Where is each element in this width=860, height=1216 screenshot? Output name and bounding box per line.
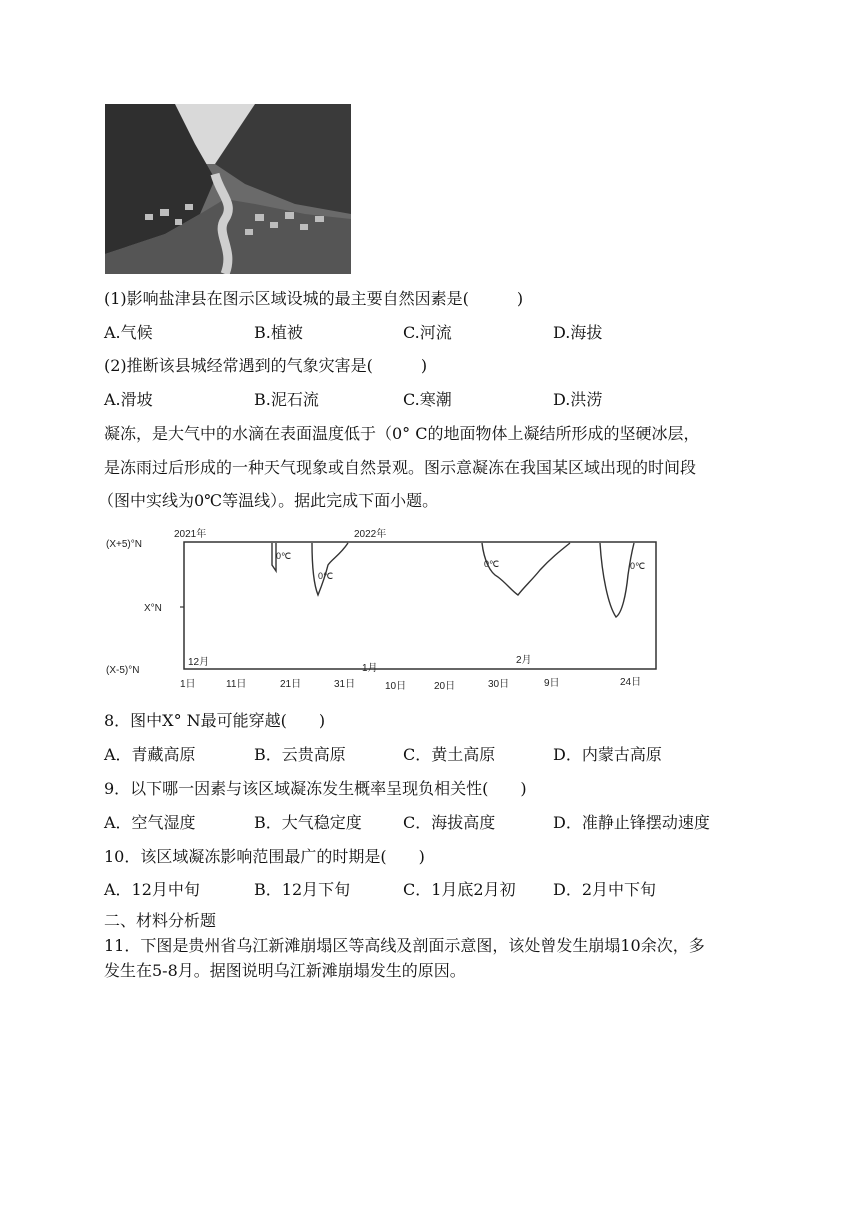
option-c[interactable]: C．1月底2月初 — [403, 880, 516, 899]
isotherm-label: 0℃ — [630, 561, 646, 571]
x-tick: 11日 — [226, 679, 247, 690]
x-tick: 30日 — [488, 679, 510, 690]
month-label-dec: 12月 — [188, 657, 210, 668]
option-b[interactable]: B．12月下旬 — [254, 880, 351, 899]
isotherm-curve — [312, 543, 348, 595]
x-tick: 9日 — [544, 678, 560, 689]
option-c[interactable]: C．海拔高度 — [403, 813, 496, 832]
passage-line-2: 是冻雨过后形成的一种天气现象或自然景观。图示意凝冻在我国某区域出现的时间段 — [104, 458, 697, 477]
x-tick: 20日 — [434, 681, 456, 692]
x-tick: 10日 — [385, 681, 407, 692]
y-label-mid: X°N — [144, 603, 162, 614]
y-label-top: (X+5)°N — [106, 539, 142, 550]
x-tick: 1日 — [180, 679, 196, 690]
option-d[interactable]: D．2月中下旬 — [553, 880, 657, 899]
month-label-jan: 1月 — [362, 663, 378, 674]
x-tick: 31日 — [334, 679, 356, 690]
year-label-2022: 2022年 — [354, 529, 387, 540]
valley-town-photo — [105, 104, 351, 274]
isotherm-curve — [600, 543, 634, 617]
option-d[interactable]: D.洪涝 — [553, 390, 603, 409]
option-a[interactable]: A．青藏高原 — [104, 745, 196, 764]
option-c[interactable]: C.寒潮 — [403, 390, 452, 409]
option-a[interactable]: A．空气湿度 — [104, 813, 196, 832]
question-11-line-1: 11．下图是贵州省乌江新滩崩塌区等高线及剖面示意图，该处曾发生崩塌10余次，多 — [104, 936, 705, 955]
option-d[interactable]: D.海拔 — [553, 323, 603, 342]
option-b[interactable]: B．云贵高原 — [254, 745, 346, 764]
option-c[interactable]: C．黄土高原 — [403, 745, 496, 764]
option-a[interactable]: A.气候 — [104, 323, 153, 342]
option-b[interactable]: B.植被 — [254, 323, 303, 342]
year-label-2021: 2021年 — [174, 529, 207, 540]
option-b[interactable]: B．大气稳定度 — [254, 813, 362, 832]
y-label-bottom: (X-5)°N — [106, 665, 140, 676]
question-1: (1)影响盐津县在图示区域设城的最主要自然因素是( ) — [104, 289, 524, 308]
isotherm-label: 0℃ — [276, 551, 292, 561]
passage-line-3: （图中实线为0℃等温线）。据此完成下面小题。 — [98, 491, 439, 510]
option-b[interactable]: B.泥石流 — [254, 390, 319, 409]
question-9: 9．以下哪一因素与该区域凝冻发生概率呈现负相关性( ) — [104, 779, 527, 798]
question-8: 8．图中X° N最可能穿越( ) — [104, 711, 326, 730]
option-d[interactable]: D．准静止锋摆动速度 — [553, 813, 710, 832]
isotherm-label: 0℃ — [318, 571, 334, 581]
option-c[interactable]: C.河流 — [403, 323, 452, 342]
x-tick: 24日 — [620, 677, 642, 688]
question-10: 10．该区域凝冻影响范围最广的时期是( ) — [104, 847, 425, 866]
isotherm-label: 0℃ — [484, 559, 500, 569]
option-a[interactable]: A.滑坡 — [104, 390, 153, 409]
option-a[interactable]: A．12月中旬 — [104, 880, 200, 899]
passage-line-1: 凝冻，是大气中的水滴在表面温度低于（0° C的地面物体上凝结所形成的坚硬冰层， — [104, 424, 700, 443]
x-tick: 21日 — [280, 679, 302, 690]
option-d[interactable]: D．内蒙古高原 — [553, 745, 662, 764]
question-11-line-2: 发生在5-8月。据图说明乌江新滩崩塌发生的原因。 — [104, 961, 466, 980]
month-label-feb: 2月 — [516, 655, 532, 666]
isotherm-curve — [482, 543, 570, 595]
question-2: (2)推断该县城经常遇到的气象灾害是( ) — [104, 356, 428, 375]
section-2-heading: 二、材料分析题 — [104, 911, 217, 930]
freezing-isotherm-diagram — [104, 525, 664, 700]
